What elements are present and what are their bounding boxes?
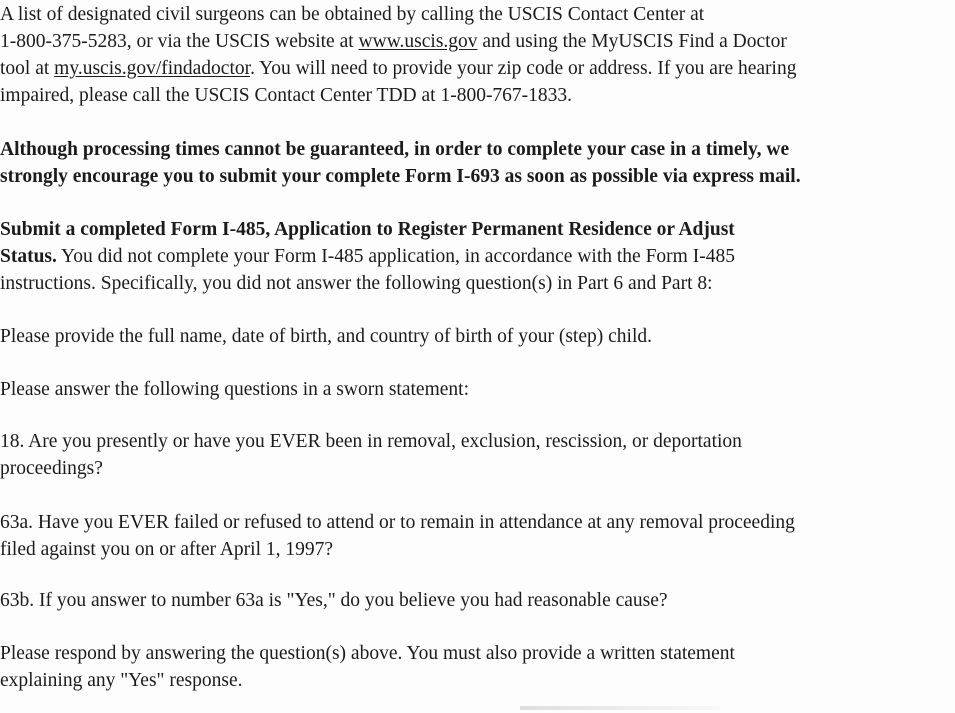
notice-line: strongly encourage you to submit your complete Form I-693 as soon as possible via express mail. (0, 166, 801, 187)
paragraph-text: 1-800-375-5283, or via the USCIS website at (0, 31, 359, 52)
paragraph-line: impaired, please call the USCIS Contact Center TDD at 1-800-767-1833. (0, 85, 573, 106)
paragraph-line: Please respond by answering the question(s) above. You must also provide a written statement (0, 643, 735, 664)
find-a-doctor-link[interactable]: my.uscis.gov/findadoctor (54, 58, 251, 79)
notice-line: Although processing times cannot be guaranteed, in order to complete your case in a timely, we (0, 139, 790, 160)
scan-artifact (520, 706, 720, 710)
question-line: filed against you on or after April 1, 1997? (0, 539, 334, 560)
paragraph-line: Please answer the following questions in a sworn statement: (0, 379, 469, 400)
question-line: proceedings? (0, 458, 103, 479)
paragraph-text: . You will need to provide your zip code or address. If you are hearing (250, 58, 797, 79)
question-63b (0, 587, 900, 614)
processing-times-notice (0, 136, 900, 190)
paragraph-line: A list of designated civil surgeons can be obtained by calling the USCIS Contact Center at (0, 4, 705, 25)
paragraph-line (0, 55, 900, 82)
paragraph-text: and using the MyUSCIS Find a Doctor (477, 31, 787, 52)
question-line: 18. Are you presently or have you EVER been in removal, exclusion, rescission, or deportation (0, 431, 742, 452)
paragraph-line: instructions. Specifically, you did not answer the following question(s) in Part 6 and Part 8: (0, 273, 713, 294)
paragraph-line: Please provide the full name, date of birth, and country of birth of your (step) child. (0, 326, 652, 347)
civil-surgeon-paragraph (0, 1, 900, 109)
uscis-website-link[interactable]: www.uscis.gov (358, 31, 478, 52)
question-line: 63a. Have you EVER failed or refused to attend or to remain in attendance at any removal proceeding (0, 512, 795, 533)
question-18 (0, 428, 900, 482)
question-line: 63b. If you answer to number 63a is "Yes," do you believe you had reasonable cause? (0, 590, 668, 611)
request-heading-end: Status. (0, 246, 57, 267)
sworn-statement-instruction (0, 376, 900, 403)
paragraph-text: You did not complete your Form I-485 application, in accordance with the Form I-485 (56, 246, 735, 267)
paragraph-line (0, 28, 900, 55)
paragraph-line: explaining any "Yes" response. (0, 670, 243, 691)
question-63a (0, 509, 900, 563)
form-i485-request (0, 216, 900, 297)
paragraph-text: tool at (0, 58, 55, 79)
child-info-request (0, 323, 900, 350)
response-instruction (0, 640, 900, 694)
request-heading: Submit a completed Form I-485, Application to Register Permanent Residence or Adjust (0, 219, 735, 240)
paragraph-line (0, 243, 900, 270)
